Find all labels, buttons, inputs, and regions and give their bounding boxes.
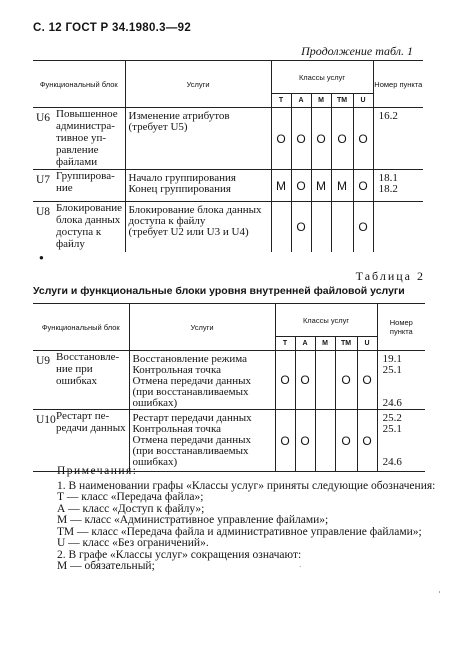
block-name-line: файлами: [56, 156, 98, 168]
block-name-line: блока данных: [56, 214, 121, 226]
class-mark: О: [271, 108, 291, 170]
service-line: Отмена передачи данных: [132, 434, 251, 446]
notes-line: М — обязательный;: [57, 560, 155, 572]
class-mark: [315, 351, 335, 410]
table-2-title: Услуги и функциональные блоки уровня внутренней файловой услуги: [33, 285, 405, 297]
table-row: [33, 351, 425, 410]
class-mark: [315, 410, 335, 472]
cell-number: [373, 170, 423, 202]
item-number: 24.6: [382, 397, 402, 409]
cell-func: [33, 351, 129, 410]
block-code: U9: [36, 355, 51, 367]
service-line: Контрольная точка: [132, 423, 222, 435]
header-svc: Услуги: [125, 61, 271, 108]
table-1-body: [33, 108, 423, 252]
cell-number: [373, 202, 423, 252]
item-number: [383, 376, 426, 387]
class-mark: О: [295, 410, 315, 472]
class-mark: О: [357, 351, 377, 410]
cell-func: [33, 170, 125, 202]
block-name: [56, 410, 126, 434]
block-name: [56, 351, 119, 387]
cell-func: [33, 202, 125, 252]
notes-line: U — класс «Без ограничений».: [57, 537, 209, 549]
cell-services: [125, 170, 271, 202]
stray-dot: ●: [39, 253, 44, 262]
class-mark: О: [353, 108, 373, 170]
header-num: Номер пункта: [377, 304, 425, 351]
class-col-tm: ТМ: [335, 337, 357, 351]
block-name: [56, 170, 115, 194]
notes-line: Т — класс «Передача файла»;: [57, 491, 204, 503]
class-mark: О: [275, 410, 295, 472]
block-code: U7: [36, 174, 51, 186]
class-mark: М: [311, 170, 331, 202]
block-name-line: администра-: [56, 120, 115, 132]
notes-line: М — класс «Административное управление файлами»;: [57, 514, 329, 526]
block-name-line: равление: [56, 144, 99, 156]
class-mark: [311, 202, 331, 252]
class-col-m: М: [315, 337, 335, 351]
cell-func: [33, 410, 129, 472]
block-name: [56, 108, 118, 168]
notes-line: 1. В наименовании графы «Классы услуг» приняты следующие обозначения:: [57, 479, 436, 492]
class-mark: О: [335, 351, 357, 410]
item-number: 19.1: [382, 353, 402, 365]
class-mark: О: [291, 170, 311, 202]
service-line: (при восстанавливаемых: [132, 386, 249, 398]
header-classes: Классы услуг: [271, 61, 373, 94]
item-number: [379, 205, 424, 216]
class-mark: [331, 202, 353, 252]
service-line: ошибках): [132, 397, 178, 409]
class-mark: О: [311, 108, 331, 170]
item-number: 18.2: [378, 183, 398, 195]
class-col-u: U: [357, 337, 377, 351]
item-number: 25.1: [382, 423, 402, 435]
table-1: [33, 60, 423, 252]
table-2-body: [33, 351, 425, 472]
service-line: Контрольная точка: [132, 364, 222, 376]
header-num: Номер пункта: [373, 61, 423, 108]
class-mark: М: [331, 170, 353, 202]
block-code: U6: [36, 112, 51, 124]
cell-number: [377, 351, 425, 410]
item-number: 25.2: [382, 412, 402, 424]
class-mark: О: [331, 108, 353, 170]
class-col-m: М: [311, 94, 331, 108]
block-name-line: Блокирование: [56, 202, 122, 214]
notes-title: Примечания:: [57, 465, 138, 477]
cell-number: [377, 410, 425, 472]
block-code: U10: [36, 414, 56, 426]
cell-services: [129, 410, 275, 472]
cell-services: [125, 202, 271, 252]
class-mark: М: [271, 170, 291, 202]
service-line: (требует U2 или U3 и U4): [128, 226, 249, 238]
header-classes: Классы услуг: [275, 304, 377, 337]
class-col-t: Т: [275, 337, 295, 351]
service-line: Изменение атрибутов: [128, 110, 230, 122]
class-mark: О: [357, 410, 377, 472]
class-col-t: Т: [271, 94, 291, 108]
class-col-a: А: [295, 337, 315, 351]
class-mark: О: [335, 410, 357, 472]
service-line: (при восстанавливаемых: [132, 445, 249, 457]
notes: [57, 466, 437, 573]
table-row: [33, 108, 423, 170]
service-line: Конец группирования: [128, 183, 231, 195]
class-mark: О: [353, 170, 373, 202]
table-continued-label: Продолжение табл. 1: [301, 44, 413, 58]
class-mark: О: [295, 351, 315, 410]
cell-number: [373, 108, 423, 170]
stray-mark: ˙: [438, 590, 441, 600]
table-2-caption: Таблица 2: [355, 269, 425, 283]
block-name-line: ние: [56, 182, 73, 194]
class-col-tm: ТМ: [331, 94, 353, 108]
stray-mark: ˙: [299, 565, 302, 573]
class-mark: [271, 202, 291, 252]
table-row: [33, 410, 425, 472]
class-col-a: А: [291, 94, 311, 108]
service-line: (требует U5): [128, 121, 188, 133]
item-number: 16.2: [378, 110, 398, 122]
service-line: доступа к файлу: [128, 215, 206, 227]
block-name-line: файлу: [56, 238, 85, 250]
notes-line: ТМ — класс «Передача файла и административное управление файлами»;: [57, 525, 422, 538]
service-line: Начало группирования: [128, 172, 236, 184]
service-line: ошибках): [132, 456, 178, 468]
service-line: Восстановление режима: [132, 353, 248, 365]
item-number: 18.1: [378, 172, 398, 184]
class-col-u: U: [353, 94, 373, 108]
class-mark: О: [353, 202, 373, 252]
item-number: 24.6: [382, 456, 402, 468]
block-name-line: Восстановле-: [56, 351, 120, 363]
block-code: U8: [36, 206, 51, 218]
block-name-line: тивное уп-: [56, 132, 107, 144]
table-2: [33, 303, 425, 472]
block-name-line: Группирова-: [56, 170, 115, 182]
service-line: Рестарт передачи данных: [132, 412, 252, 424]
block-name-line: Повышенное: [56, 108, 118, 120]
cell-services: [129, 351, 275, 410]
block-name-line: Рестарт пе-: [56, 410, 110, 422]
notes-line: 2. В графе «Классы услуг» сокращения означают:: [57, 548, 302, 561]
cell-services: [125, 108, 271, 170]
header-func: Функциональный блок: [33, 304, 129, 351]
table-row: [33, 202, 423, 252]
header-svc: Услуги: [129, 304, 275, 351]
block-name-line: редачи данных: [56, 422, 126, 434]
service-line: Блокирование блока данных: [128, 204, 262, 216]
notes-line: А — класс «Доступ к файлу»;: [57, 502, 205, 515]
class-mark: О: [291, 108, 311, 170]
item-number: [383, 435, 426, 446]
table-row: [33, 170, 423, 202]
class-mark: О: [291, 202, 311, 252]
block-name-line: ние при: [56, 363, 93, 375]
cell-func: [33, 108, 125, 170]
page-header: С. 12 ГОСТ Р 34.1980.3—92: [33, 22, 192, 34]
block-name: [56, 202, 122, 250]
block-name-line: ошибках: [56, 375, 98, 387]
block-name-line: доступа к: [56, 226, 102, 238]
class-mark: О: [275, 351, 295, 410]
item-number: 25.1: [382, 364, 402, 376]
service-line: Отмена передачи данных: [132, 375, 251, 387]
header-func: Функциональный блок: [33, 61, 125, 108]
